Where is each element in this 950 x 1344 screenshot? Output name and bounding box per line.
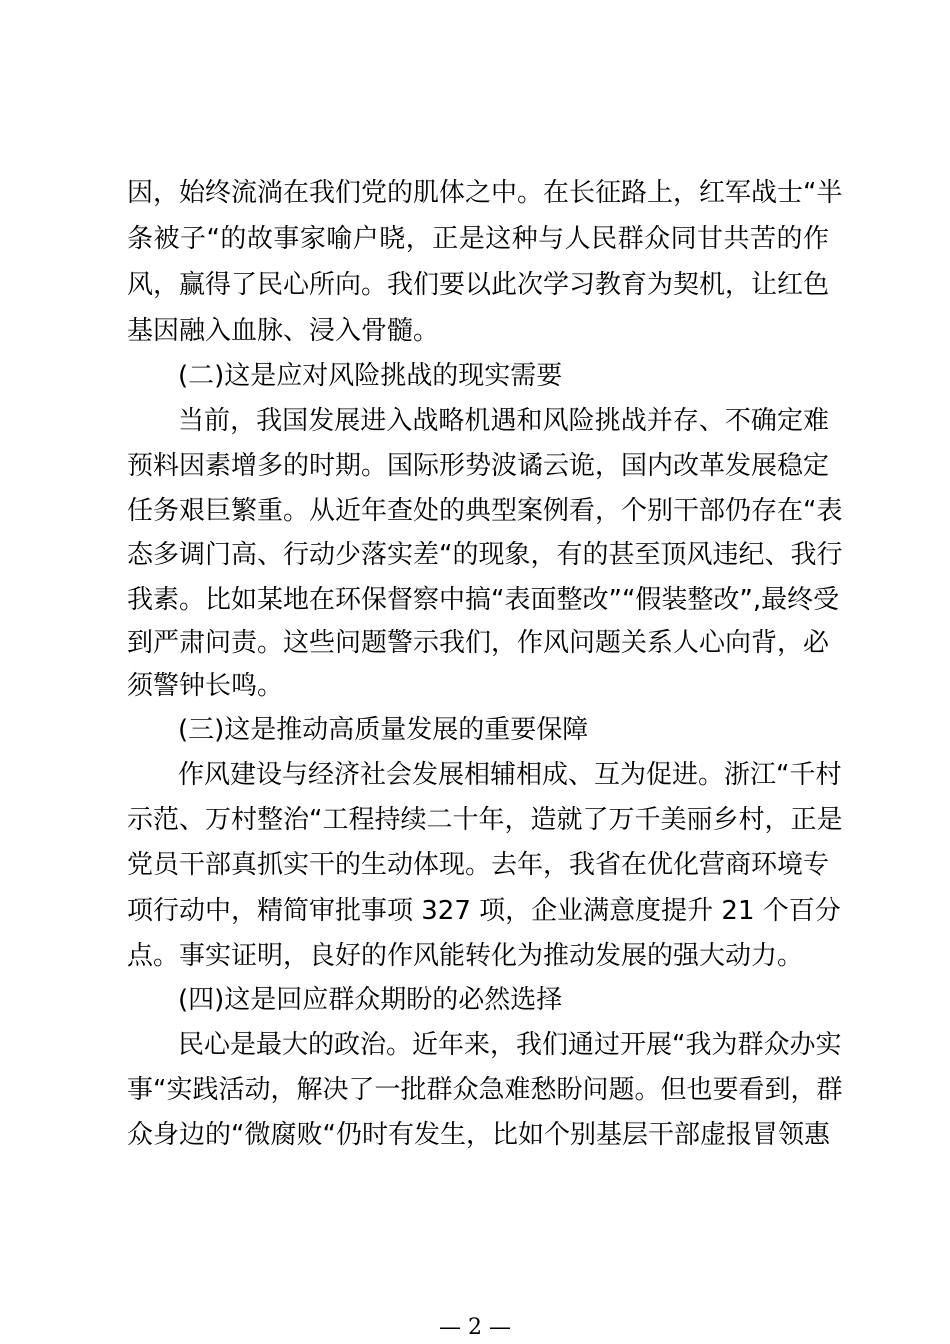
paragraph-first-line: 当前，我国发展进入战略机遇和风险挑战并存、不确定难: [178, 406, 829, 436]
text-line: 示范、万村整治“工程持续二十年，造就了万千美丽乡村，正是: [127, 805, 843, 835]
text-line: 任务艰巨繁重。从近年查处的典型案例看，个别干部仍存在“表: [127, 496, 843, 526]
text-line: 基因融入血脉、浸入骨髓。: [127, 316, 440, 346]
section-heading: (三)这是推动高质量发展的重要保障: [178, 715, 589, 745]
section-heading: (二)这是应对风险挑战的现实需要: [178, 361, 563, 391]
paragraph-first-line: 民心是最大的政治。近年来，我们通过开展“我为群众办实: [178, 1030, 842, 1060]
text-line: 须警钟长鸣。: [127, 671, 284, 701]
paragraph-first-line: 作风建设与经济社会发展相辅相成、互为促进。浙江“千村: [178, 760, 842, 790]
text-line: 事“实践活动，解决了一批群众急难愁盼问题。但也要看到，群: [127, 1075, 843, 1105]
text-line: 因，始终流淌在我们党的肌体之中。在长征路上，红军战士“半: [127, 178, 843, 208]
text-line: 到严肃问责。这些问题警示我们，作风问题关系人心向背，必: [127, 628, 830, 658]
text-line: 预料因素增多的时期。国际形势波谲云诡，国内改革发展稳定: [127, 451, 830, 481]
section-heading: (四)这是回应群众期盼的必然选择: [178, 985, 563, 1015]
text-line: 众身边的“微腐败“仍时有发生，比如个别基层干部虚报冒领惠: [127, 1120, 830, 1150]
text-line: 点。事实证明，良好的作风能转化为推动发展的强大动力。: [127, 941, 804, 971]
text-line: 态多调门高、行动少落实差“的现象，有的甚至顶风违纪、我行: [127, 540, 843, 570]
text-line: 条被子“的故事家喻户晓，正是这种与人民群众同甘共苦的作: [127, 224, 829, 254]
text-line: 项行动中，精简审批事项 327 项，企业满意度提升 21 个百分: [127, 896, 841, 926]
text-line: 风，赢得了民心所向。我们要以此次学习教育为契机，让红色: [127, 270, 830, 300]
text-line: 我素。比如某地在环保督察中搞“表面整改”“假装整改”,最终受: [127, 585, 840, 615]
text-line: 党员干部真抓实干的生动体现。去年，我省在优化营商环境专: [127, 850, 830, 880]
page-number: — 2 —: [439, 1315, 511, 1340]
